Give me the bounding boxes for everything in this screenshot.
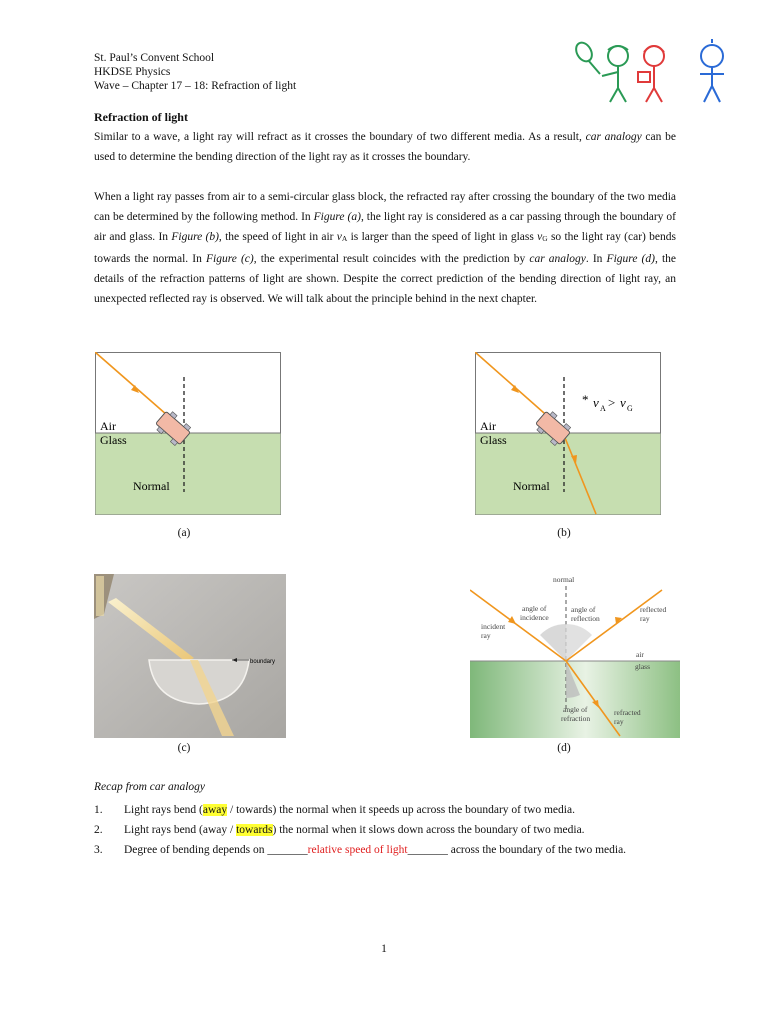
- svg-text:refracted: refracted: [614, 708, 641, 717]
- page-number: 1: [381, 943, 387, 955]
- label-glass: Glass: [480, 433, 507, 447]
- svg-text:angle of: angle of: [571, 605, 596, 614]
- svg-text:air: air: [636, 650, 644, 659]
- stick-figures-logo: [572, 38, 732, 106]
- svg-text:angle of: angle of: [563, 705, 588, 714]
- svg-text:ray: ray: [481, 631, 491, 640]
- recap-title: Recap from car analogy: [94, 781, 206, 793]
- svg-text:*: *: [582, 392, 589, 407]
- caption-a: (a): [177, 527, 191, 539]
- school-name: St. Paul’s Convent School: [94, 52, 215, 64]
- label-air: Air: [480, 419, 496, 433]
- figure-c-photo: [94, 574, 286, 738]
- svg-text:incident: incident: [481, 622, 506, 631]
- page-header: [94, 51, 296, 93]
- svg-text:reflection: reflection: [571, 614, 600, 623]
- caption-c: (c): [177, 742, 191, 754]
- svg-text:ray: ray: [614, 717, 624, 726]
- svg-text:v: v: [620, 395, 626, 410]
- red-figure-icon: [638, 46, 664, 102]
- highlight-towards: towards: [236, 824, 273, 836]
- ray-arrow-icon: [508, 616, 516, 624]
- reflected-ray: [566, 590, 662, 661]
- recap-item-1: 1. Light rays bend (away / towards) the normal when it speeds up across the boundary of two media.: [94, 804, 575, 816]
- figure-b: [475, 352, 661, 515]
- svg-text:normal: normal: [553, 575, 575, 584]
- subject-name: HKDSE Physics: [94, 66, 171, 78]
- caption-b: (b): [557, 527, 571, 539]
- angle-incidence-arc: [540, 624, 566, 661]
- angle-reflection-arc: [566, 624, 592, 661]
- svg-text:incidence: incidence: [520, 613, 549, 622]
- blue-figure-icon: [700, 39, 724, 102]
- label-boundary: boundary: [250, 659, 276, 665]
- method-paragraph: When a light ray passes from air to a semi-circular glass block, the refracted ray after crossing the boundary of the two media can be determined by the following method. In Figure (a), the light ray is considered as a car passing through the boundary of air and glass. In Figure (b), the speed of light in air vA is larger than the speed of light in glass vG so the light ray (car) bends towards the normal. In Figure (c), the experimental result coincides with the prediction by car analogy. In Figure (d), the details of the refraction patterns of light are shown. Despite the correct prediction of the bending direction of light ray, an unexpected reflected ray is observed. We will talk about the principle behind in the next chapter.: [94, 191, 676, 305]
- svg-text:reflected: reflected: [640, 605, 667, 614]
- caption-d: (d): [557, 742, 571, 754]
- figure-d: [470, 572, 680, 738]
- svg-text:G: G: [627, 404, 633, 413]
- label-air: Air: [100, 419, 116, 433]
- svg-text:angle of: angle of: [522, 604, 547, 613]
- label-normal: Normal: [513, 479, 550, 493]
- svg-text:v: v: [593, 395, 599, 410]
- label-glass: Glass: [100, 433, 127, 447]
- answer-text: relative speed of light: [307, 844, 408, 856]
- chapter-title: Wave – Chapter 17 – 18: Refraction of light: [94, 80, 297, 92]
- figure-a: [95, 352, 281, 515]
- section-title: Refraction of light: [94, 110, 188, 124]
- svg-text:refraction: refraction: [561, 714, 591, 723]
- green-figure-icon: [573, 40, 628, 102]
- label-normal: Normal: [133, 479, 170, 493]
- svg-text:A: A: [600, 404, 606, 413]
- recap-item-3: 3. Degree of bending depends on _______relative speed of light_______ across the boundary of the two media.: [94, 844, 627, 856]
- svg-text:ray: ray: [640, 614, 650, 623]
- highlight-away: away: [202, 804, 228, 816]
- intro-paragraph: Similar to a wave, a light ray will refract as it crosses the boundary of two different media. As a result, car analogy can be used to determine the bending direction of the light ray as it crosses the boundary.: [94, 131, 676, 163]
- svg-text:glass: glass: [635, 662, 650, 671]
- svg-text:>: >: [608, 395, 616, 410]
- recap-item-2: 2. Light rays bend (away / towards) the normal when it slows down across the boundary of two media.: [94, 824, 585, 836]
